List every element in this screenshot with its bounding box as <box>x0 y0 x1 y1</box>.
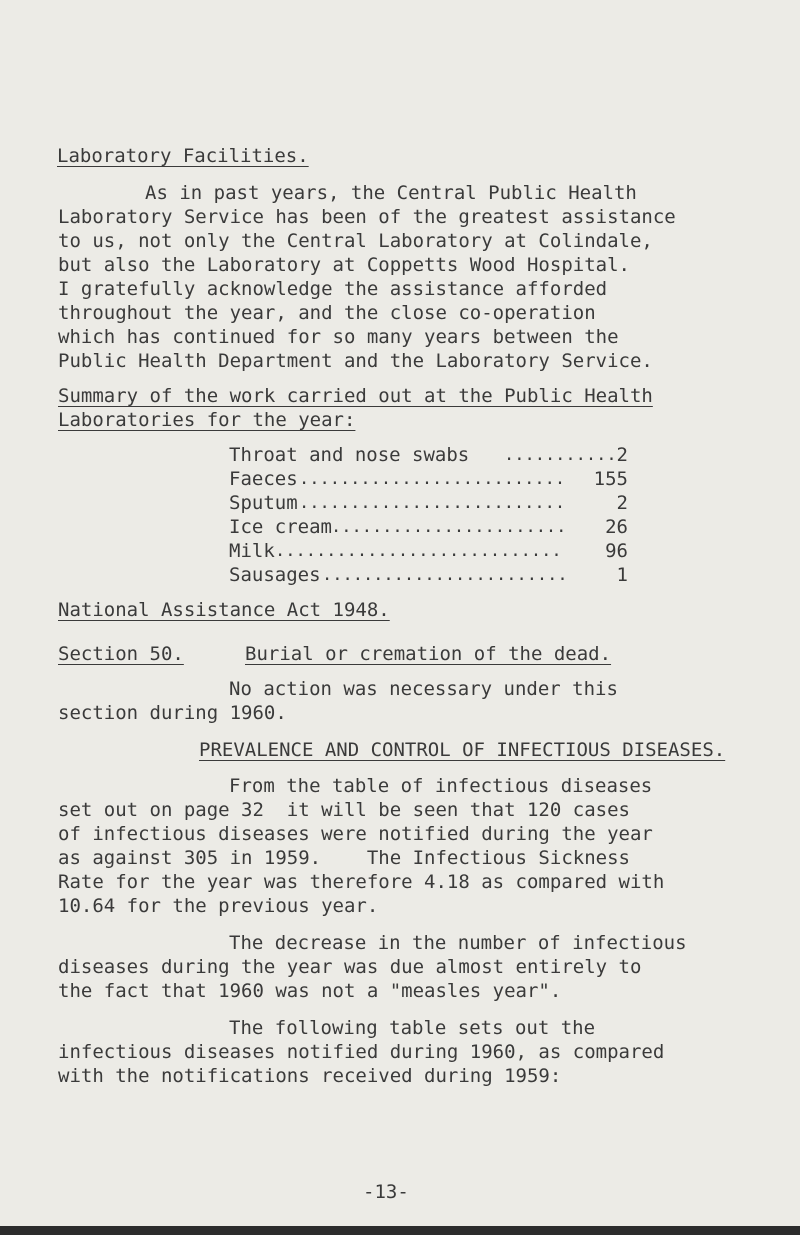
heading-prevalence: PREVALENCE AND CONTROL OF INFECTIOUS DISEASES. <box>199 739 726 761</box>
item-value: 26 <box>605 516 628 538</box>
leader-dots: ....................... <box>331 517 567 537</box>
item-value: 1 <box>616 564 628 586</box>
text-line: I gratefully acknowledge the assistance afforded <box>58 278 608 300</box>
text-line: to us, not only the Central Laboratory at Colindale, <box>58 230 653 252</box>
text-line: The decrease in the number of infectious <box>229 932 687 954</box>
text-line: Public Health Department and the Laboratory Service. <box>58 350 653 372</box>
item-label: Throat and nose swabs <box>229 444 470 466</box>
text-line: throughout the year, and the close co-operation <box>58 302 596 324</box>
section-label: Section 50. <box>58 643 184 665</box>
heading-summary-line-1: Summary of the work carried out at the Public Health <box>58 385 653 407</box>
text-line: The following table sets out the <box>229 1017 596 1039</box>
item-label: Sputum <box>229 492 298 514</box>
item-value: 2 <box>616 492 628 514</box>
section-title: Burial or cremation of the dead. <box>245 643 612 665</box>
item-value: 2 <box>616 444 628 466</box>
text-line: As in past years, the Central Public Health <box>145 182 637 204</box>
heading-summary-line-2: Laboratories for the year: <box>58 409 356 431</box>
text-line: set out on page 32 it will be seen that 120 cases <box>58 799 630 821</box>
text-line: of infectious diseases were notified during the year <box>58 823 653 845</box>
heading-laboratory-facilities: Laboratory Facilities. <box>57 145 309 167</box>
item-value: 96 <box>605 540 628 562</box>
text-line: Rate for the year was therefore 4.18 as compared with <box>58 871 665 893</box>
text-line: Laboratory Service has been of the greatest assistance <box>58 206 676 228</box>
text-line: but also the Laboratory at Coppetts Wood Hospital. <box>58 254 630 276</box>
item-label: Ice cream <box>229 516 332 538</box>
leader-dots: .......................... <box>299 469 566 489</box>
item-label: Sausages <box>229 564 321 586</box>
item-label: Faeces <box>229 468 298 490</box>
text-line: which has continued for so many years between the <box>58 326 619 348</box>
item-value: 155 <box>593 468 628 490</box>
text-line: as against 305 in 1959. The Infectious Sickness <box>58 847 630 869</box>
text-line: the fact that 1960 was not a "measles year". <box>58 980 562 1002</box>
item-label: Milk <box>229 540 275 562</box>
text-line: infectious diseases notified during 1960, as compared <box>58 1041 665 1063</box>
text-line: diseases during the year was due almost entirely to <box>58 956 642 978</box>
leader-dots: .......................... <box>299 493 566 513</box>
text-line: with the notifications received during 1959: <box>58 1065 562 1087</box>
text-line: No action was necessary under this <box>229 678 618 700</box>
page-number: -13- <box>363 1181 409 1203</box>
text-line: From the table of infectious diseases <box>229 775 653 797</box>
leader-dots: ........................ <box>322 565 568 585</box>
heading-national-assistance-act: National Assistance Act 1948. <box>58 599 390 621</box>
text-line: section during 1960. <box>58 702 287 724</box>
scan-border <box>0 1226 800 1235</box>
text-line: 10.64 for the previous year. <box>58 895 379 917</box>
leader-dots: ............................ <box>275 541 562 561</box>
leader-dots: ........... <box>504 445 617 465</box>
